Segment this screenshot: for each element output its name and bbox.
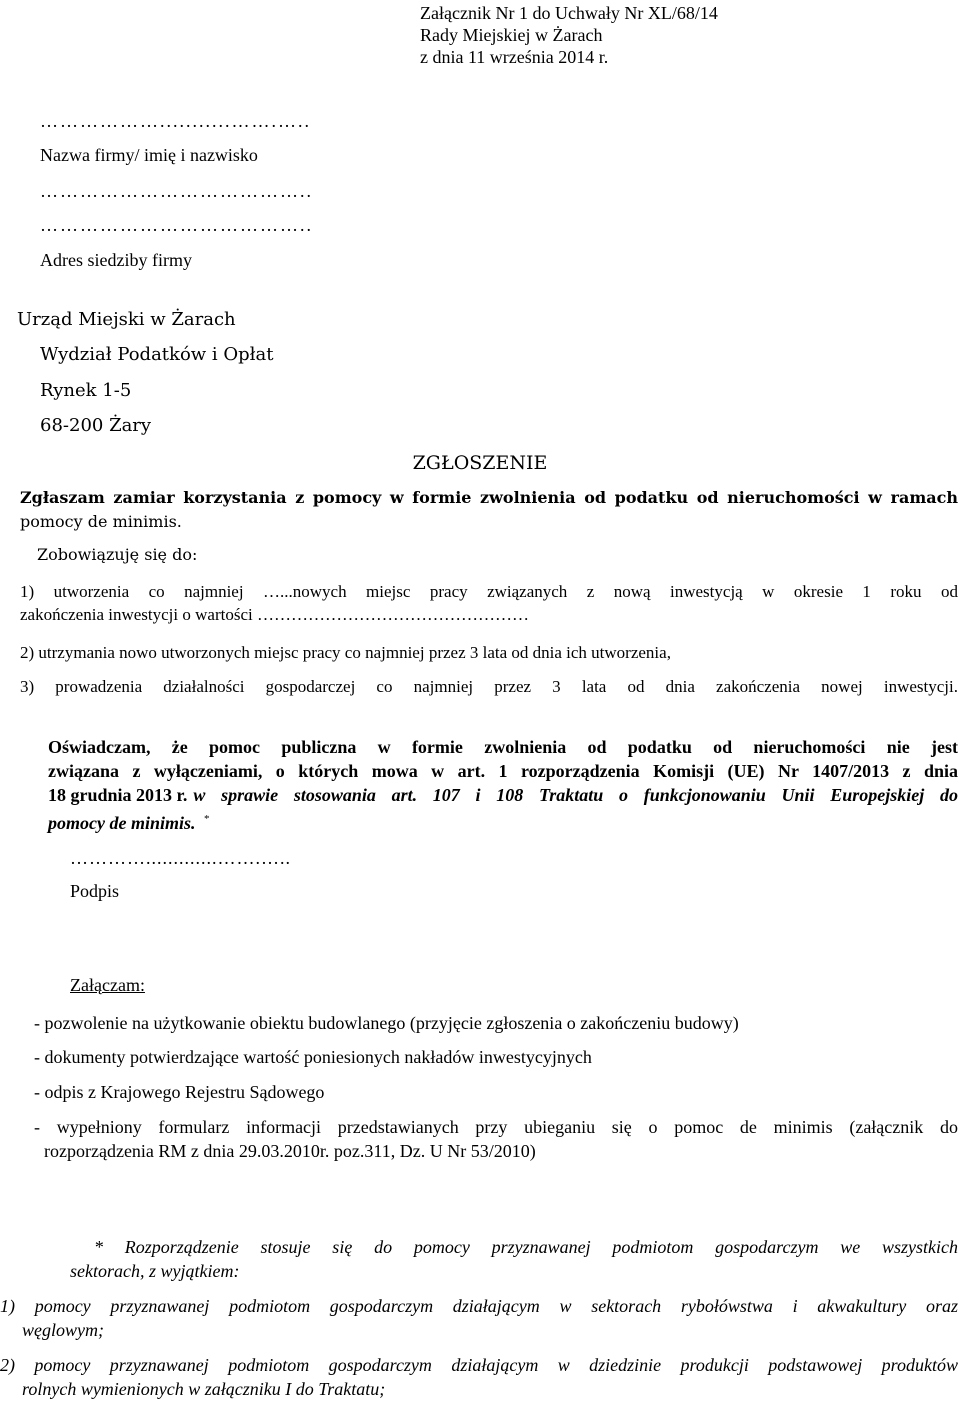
recipient-office: Urząd Miejski w Żarach bbox=[17, 309, 236, 330]
commitment-1-line-1: 1) utworzenia co najmniej …...nowych miejsc pracy związanych z nową inwestycją w okresie 1 roku od bbox=[20, 582, 958, 601]
statement-footnote-mark: * bbox=[204, 813, 210, 825]
attachments-heading: Załączam: bbox=[70, 975, 145, 995]
attachment-item-4-line-2: rozporządzenia RM z dnia 29.03.2010r. poz.311, Dz. U Nr 53/2010) bbox=[44, 1141, 536, 1161]
commitment-3: 3) prowadzenia działalności gospodarczej co najmniej przez 3 lata od dnia zakończenia nowej inwestycji. bbox=[20, 677, 958, 696]
attachment-item-4-line-1: - wypełniony formularz informacji przedstawianych przy ubieganiu się o pomoc de minimis (załącznik do bbox=[34, 1117, 958, 1137]
footnote-item-2-line-1: 2) pomocy przyznawanej podmiotom gospodarczym działającym w dziedzinie produkcji podstawowej produktów bbox=[0, 1355, 958, 1375]
address-field-1[interactable]: ………………………………….. bbox=[40, 181, 313, 201]
annex-line-3: z dnia 11 września 2014 r. bbox=[420, 47, 609, 67]
signature-field[interactable]: ………….............…….….. bbox=[70, 848, 291, 868]
statement-line-4 bbox=[48, 808, 210, 834]
attachment-item-2: - dokumenty potwierdzające wartość poniesionych nakładów inwestycyjnych bbox=[34, 1047, 592, 1067]
recipient-street: Rynek 1-5 bbox=[40, 380, 132, 401]
declaration-line-1: Zgłaszam zamiar korzystania z pomocy w formie zwolnienia od podatku od nieruchomości w ramach bbox=[20, 488, 958, 507]
annex-line-1: Załącznik Nr 1 do Uchwały Nr XL/68/14 bbox=[420, 3, 718, 23]
company-name-field[interactable]: ………………...........…….….. bbox=[40, 111, 311, 131]
company-name-label: Nazwa firmy/ imię i nazwisko bbox=[40, 145, 258, 165]
statement-regulation-title: w sprawie stosowania art. 107 i 108 Traktatu o funkcjonowaniu Unii Europejskiej do bbox=[193, 785, 958, 805]
attachment-item-3: - odpis z Krajowego Rejestru Sądowego bbox=[34, 1082, 325, 1102]
form-title: ZGŁOSZENIE bbox=[412, 452, 548, 474]
annex-line-2: Rady Miejskiej w Żarach bbox=[420, 25, 603, 45]
statement-line-2: związana z wyłączeniami, o których mowa w art. 1 rozporządzenia Komisji (UE) Nr 1407/2013 z dnia bbox=[48, 761, 958, 781]
statement-line-1: Oświadczam, że pomoc publiczna w formie zwolnienia od podatku od nieruchomości nie jest bbox=[48, 737, 958, 757]
recipient-city: 68-200 Żary bbox=[40, 415, 152, 436]
footnote-item-1-line-2: węglowym; bbox=[22, 1320, 104, 1340]
footnote-line-1: * Rozporządzenie stosuje się do pomocy przyznawanej podmiotom gospodarczym we wszystkich bbox=[94, 1237, 958, 1257]
footnote-line-2: sektorach, z wyjątkiem: bbox=[70, 1261, 240, 1281]
address-field-2[interactable]: ………………………………….. bbox=[40, 215, 313, 235]
recipient-department: Wydział Podatków i Opłat bbox=[40, 344, 274, 365]
statement-date: 18 grudnia 2013 r. bbox=[48, 785, 188, 805]
declaration-line-2: pomocy de minimis. bbox=[20, 512, 182, 531]
statement-line-3 bbox=[48, 784, 958, 806]
attachment-item-1: - pozwolenie na użytkowanie obiektu budowlanego (przyjęcie zgłoszenia o zakończeniu budowy) bbox=[34, 1013, 739, 1033]
address-label: Adres siedziby firmy bbox=[40, 250, 192, 270]
commitment-2: 2) utrzymania nowo utworzonych miejsc pracy co najmniej przez 3 lata od dnia ich utworzenia, bbox=[20, 643, 671, 662]
statement-de-minimis: pomocy de minimis. bbox=[48, 813, 196, 833]
commitments-heading: Zobowiązuję się do: bbox=[37, 545, 198, 564]
signature-label: Podpis bbox=[70, 881, 120, 901]
footnote-item-1-line-1: 1) pomocy przyznawanej podmiotom gospodarczym działającym w sektorach rybołówstwa i akwakultury oraz bbox=[0, 1296, 958, 1316]
footnote-item-2-line-2: rolnych wymienionych w załączniku I do Traktatu; bbox=[22, 1379, 386, 1399]
commitment-1-line-2: zakończenia inwestycji o wartości ………………………………………… bbox=[20, 605, 529, 624]
